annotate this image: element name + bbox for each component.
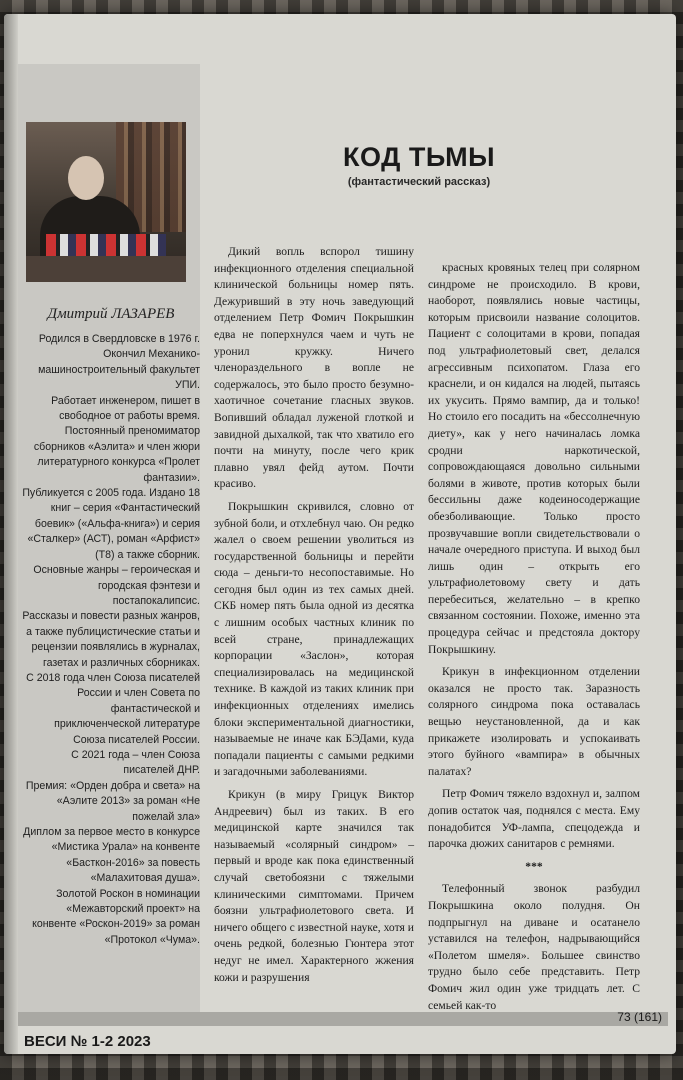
- story-subtitle: (фантастический рассказ): [347, 176, 491, 188]
- author-bio: [22, 332, 200, 948]
- books-stack-image: [46, 234, 166, 256]
- story-paragraph: Телефонный звонок разбудил Покрышкина около полудня. Он подпрыгнул на диване и осатанело уставился на телефон, надрывающийся «Полетом шмеля». Большее свинство трудно было себе представить. Петр Фомич жил один уже тридцать лет. С семьей как-то: [428, 882, 640, 1012]
- story-title: КОД ТЬМЫ: [342, 142, 495, 172]
- bio-paragraph: Публикуется с 2005 года. Издано 18 книг – серия «Фантастический боевик» («Альфа-книга») и серия «Сталкер» (АСТ), роман «Арфист» (Т8) а также сборник.: [22, 487, 200, 561]
- story-paragraph: Крикун (в миру Грицук Виктор Андреевич) был из таких. В его медицинской карте значился так называемый «солярный синдром» – первый и вроде как пока единственный случай светобоязни с тяжелыми клиническими симптомами. Причем боязни ультрафиолетового света. И ничего общего с известной науке, хотя и очень редкой, болезнью Гюнтера этот недуг не имел. Характерного жжения кожи и разрушения: [214, 788, 414, 984]
- table-image: [26, 256, 186, 282]
- bio-paragraph: Диплом за первое место в конкурсе «Мистика Урала» на конвенте «Басткон-2016» за повесть «Малахитовая душа».: [23, 826, 200, 885]
- story-column-2: [428, 260, 640, 1020]
- story-paragraph: красных кровяных телец при солярном синдроме не происходило. В крови, наоборот, появлялись новые частицы, которым присвоили название солоцитов. Пациент с солоцитами в крови, попадая под ультрафиолетовый свет, делался агрессивным психопатом. Глаза его краснели, и он кидался на людей, пытаясь их укусить. Прямо вампир, да и только! Но стоило его посадить на «бессолнечную диету», как у него начиналась ломка сродни наркотической, сопровождающаяся довольно сильными болями в животе, против которых были бессильны даже кодеиносодержащие обезболивающие. Только просто прозвучавшие вопли свидетельствовали о начале очередного приступа. И выход был лишь один – открыть его ультрафиолетовому свету и дать перебеситься, желательно – в крепко связанном состоянии. Похоже, именно эта процедура сейчас и предстояла доктору Покрышкину.: [428, 261, 640, 656]
- story-paragraph: Дикий вопль вспорол тишину инфекционного отделения специальной клинической больницы номер пять. Дежуривший в эту ночь заведующий отделением Петр Фомич Покрышкин едва не поперхнулся чаем и чуть не уронил кружку. Ничего членораздельного в вопле не содержалось, это было просто безумно-хаотичное сочетание гласных звуков. Вопивший обладал луженой глоткой и завидной дыхалкой, так что хватило его почти на минуту, после чего крик плавно увял фейд аутом. Почти красиво.: [214, 245, 414, 491]
- page-number: 73 (161): [617, 1010, 662, 1024]
- bio-paragraph: Рассказы и повести разных жанров, а также публицистические статьи и рецензии появлялись в журналах, газетах и различных сборниках.: [22, 610, 200, 669]
- section-separator: ***: [525, 859, 543, 873]
- footer-bar: [18, 1012, 668, 1026]
- bio-paragraph: Родился в Свердловске в 1976 г. Окончил Механико-машиностроительный факультет УПИ.: [38, 333, 200, 392]
- bio-paragraph: Премия: «Орден добра и света» на «Аэлите 2013» за роман «Не пожелай зла»: [25, 779, 200, 823]
- magazine-page: [4, 14, 676, 1054]
- story-paragraph: Крикун в инфекционном отделении оказался не просто так. Заразность солярного синдрома пока оставалась вещью неустановленной, да и как прикажете изолировать и успокаивать этого буйного «вампира» в обычных палатах?: [428, 665, 640, 778]
- magazine-issue: ВЕСИ № 1-2 2023: [24, 1033, 151, 1050]
- page-spine: [4, 14, 18, 1054]
- bio-paragraph: Работает инженером, пишет в свободное от работы время. Постоянный преномиматор сборников «Аэлита» и член жюри литературного конкурса «Пролет фантазии».: [33, 394, 200, 484]
- author-name: Дмитрий ЛАЗАРЕВ: [47, 306, 175, 322]
- story-paragraph: Петр Фомич тяжело вздохнул и, залпом допив остаток чая, поднялся с места. Ему понадобится УФ-лампа, спецодежда и парочка дюжих санитаров с ремнями.: [428, 787, 640, 851]
- bio-paragraph: С 2021 года – член Союза писателей ДНР.: [71, 748, 200, 777]
- author-head-image: [68, 156, 104, 200]
- bio-paragraph: Основные жанры – героическая и городская фэнтези и постапокалипсис.: [33, 564, 200, 607]
- bio-paragraph: Золотой Роскон в номинации «Межавторский проект» на конвенте «Роскон-2019» за роман «Протокол «Чума».: [32, 887, 200, 946]
- story-column-1: [214, 244, 414, 992]
- bio-paragraph: С 2018 года член Союза писателей России и член Совета по фантастической и приключенческой литературе Союза писателей России.: [26, 671, 200, 746]
- story-paragraph: Покрышкин скривился, словно от зубной боли, и отхлебнул чаю. Он редко жалел о своем решении уволиться из государственной больницы и перейти сюда – деньги-то несопоставимые. Но сегодня был один из тех самых дней. СКБ номер пять была одной из десятка с лишним особых частных клиник по всей стране, принадлежащих корпорации «Заслон», которая специализировалась на медицинской технике. В каждой из таких клиник при инфекционных отделениях имелись блоки экспериментальной диагностики, называемые не иначе как БЭДами, куда попадали пациенты с самыми редкими и загадочными заболеваниями.: [214, 499, 414, 779]
- author-photo: [26, 122, 186, 282]
